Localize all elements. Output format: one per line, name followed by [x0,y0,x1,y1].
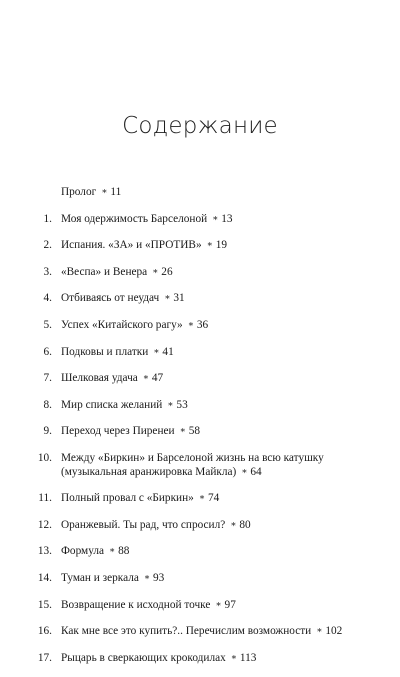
toc-entry-text [61,624,342,638]
toc-entry-text [61,212,233,226]
asterisk-separator-icon: ∗ [187,318,194,329]
toc-entry-number: 2. [43,239,52,252]
asterisk-separator-icon: ∗ [230,518,237,529]
toc-entry-number: 5. [43,318,52,331]
toc-entry-title: Между «Биркин» и Барселоной жизнь на всю катушку [61,451,324,464]
toc-entry-page-number: 88 [118,545,130,558]
toc-entry-number: 12. [37,518,52,531]
toc-entry-title: Формула [61,545,105,558]
toc-entry [0,318,400,345]
toc-entry-page-number: 74 [207,492,220,505]
toc-entry [0,491,400,518]
toc-entry [0,424,400,451]
toc-entry-page-number: 102 [325,625,343,638]
asterisk-separator-icon: ∗ [142,372,149,383]
toc-entry-number: 17. [37,651,52,664]
toc-entry-text [61,371,163,385]
toc-entry-title: Отбиваясь от неудач [61,292,160,305]
toc-entry-title: Туман и зеркала [61,571,139,584]
toc-entry-page-number: 26 [161,265,173,278]
toc-entry-text [61,238,227,252]
toc-entry-page-number: 113 [239,651,257,664]
toc-entry-page-number: 36 [196,318,209,331]
toc-entry [0,185,400,212]
toc-entry-text [61,345,174,359]
toc-entry-text [61,318,208,332]
asterisk-separator-icon: ∗ [230,651,237,662]
toc-entry [0,212,400,239]
toc-entry [0,624,400,651]
toc-entry [0,345,400,372]
toc-entry-number: 7. [43,372,52,385]
toc-entry [0,571,400,598]
toc-entry [0,598,400,625]
toc-entry-text [61,544,129,558]
toc-entry [0,544,400,571]
toc-entry-page-number: 19 [215,239,228,252]
toc-entry-number: 1. [43,212,52,225]
toc-entry [0,451,400,491]
asterisk-separator-icon: ∗ [143,571,150,582]
toc-entry-number: 14. [37,571,52,584]
toc-entry-text [61,651,256,665]
toc-entry-text [61,291,185,305]
toc-entry [0,398,400,425]
toc-entry-title: «Веспа» и Венера [61,265,148,278]
toc-entry-number: 9. [43,425,52,438]
toc-entry-text [61,424,200,438]
toc-entry-page-number: 97 [224,598,236,611]
toc-entry-text [61,598,236,612]
toc-entry-text [61,491,219,505]
toc-entry-text [61,571,164,585]
toc-entry-title: Моя одержимость Барселоной [61,212,208,225]
toc-entry-number: 10. [37,451,52,464]
toc-entry-page-number: 13 [221,212,233,225]
toc-entry-page-number: 53 [176,398,188,411]
toc-entry-title: Шелковая удача [61,372,138,385]
asterisk-separator-icon: ∗ [316,625,323,636]
toc-entry-title: Успех «Китайского рагу» [61,318,183,331]
toc-entry-text [61,265,173,279]
asterisk-separator-icon: ∗ [164,292,171,303]
toc-entry-title-line2 [61,465,324,479]
toc-entry-title: Возвращение к исходной точке [61,598,211,611]
toc-entry-page-number: 41 [162,345,174,358]
asterisk-separator-icon: ∗ [198,492,205,503]
toc-entry-number: 16. [37,625,52,638]
toc-entry [0,265,400,292]
toc-entry-page-number: 80 [239,518,251,531]
toc-entry-title: Полный провал с «Биркин» [61,492,194,505]
contents-list [0,185,400,677]
toc-entry-number: 8. [43,398,52,411]
toc-entry-number: 15. [37,598,52,611]
toc-entry-title: Пролог [61,186,97,198]
asterisk-separator-icon: ∗ [179,425,186,436]
toc-entry-number: 11. [38,492,52,505]
toc-entry-number: 13. [37,545,52,558]
toc-entry-title: Подковы и платки [61,345,149,358]
contents-heading: Содержание [122,113,278,139]
asterisk-separator-icon: ∗ [153,345,160,356]
asterisk-separator-icon: ∗ [167,398,174,409]
toc-entry-title: Испания. «ЗА» и «ПРОТИВ» [61,239,202,252]
toc-entry-number: 3. [43,265,52,278]
toc-entry-number: 4. [43,292,52,305]
toc-entry-page-number: 31 [173,292,185,305]
asterisk-separator-icon: ∗ [109,545,116,556]
toc-entry-text [61,451,324,479]
toc-entry-page-number: 11 [110,186,122,198]
asterisk-separator-icon: ∗ [212,212,219,223]
asterisk-separator-icon: ∗ [101,186,108,196]
toc-entry [0,371,400,398]
toc-entry-text [61,185,121,199]
toc-entry [0,238,400,265]
toc-entry-page-number: 47 [151,372,164,385]
asterisk-separator-icon: ∗ [152,265,159,276]
toc-entry-title: Переход через Пиренеи [61,425,175,438]
toc-entry-title: Мир списка желаний [61,398,163,411]
toc-entry-page-number: 93 [153,571,165,584]
toc-entry-page-number: 64 [250,465,262,478]
asterisk-separator-icon: ∗ [241,465,248,476]
toc-entry-title: Оранжевый. Ты рад, что спросил? [61,518,226,531]
toc-entry-title: Рыцарь в сверкающих крокодилах [61,651,226,664]
toc-entry-page-number: 58 [188,425,200,438]
toc-entry-title: Как мне все это купить?.. Перечислим возможности [61,625,312,638]
toc-entry-title-continuation: (музыкальная аранжировка Майкла) [61,465,237,478]
asterisk-separator-icon: ∗ [215,598,222,609]
toc-entry [0,291,400,318]
toc-entry [0,518,400,545]
asterisk-separator-icon: ∗ [206,239,213,250]
toc-entry-text [61,518,251,532]
toc-entry-text [61,398,188,412]
toc-entry-number: 6. [43,345,52,358]
toc-entry [0,651,400,677]
